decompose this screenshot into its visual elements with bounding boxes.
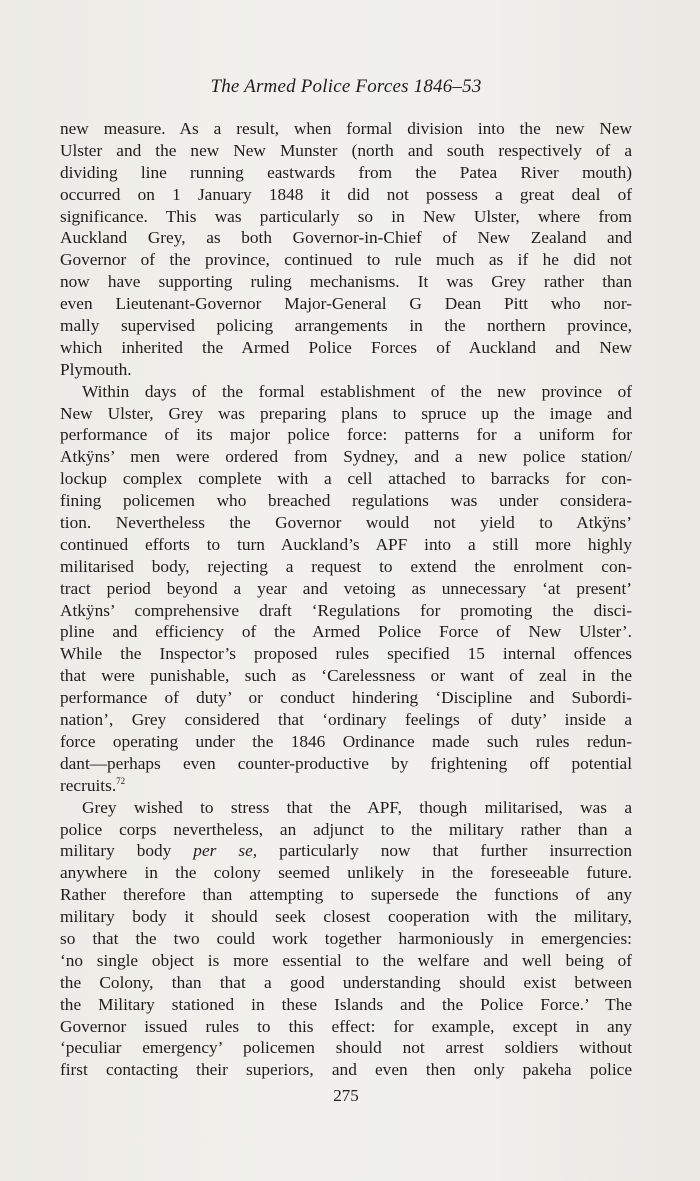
text-line: nation’, Grey considered that ‘ordinary feelings of duty’ inside a [60, 710, 632, 730]
text-line: Atkÿns’ men were ordered from Sydney, and a new police station/ [60, 447, 632, 467]
text-line: the Colony, than that a good understanding should exist between [60, 972, 632, 992]
text-line: Rather therefore than attempting to supersede the functions of any [60, 885, 632, 905]
text-line-content: recruits. [60, 775, 117, 795]
text-line: military body per se, particularly now that further insurrection [60, 841, 632, 861]
text-line: Plymouth. [60, 359, 132, 379]
text-line: dividing line running eastwards from the Patea River mouth) [60, 162, 632, 182]
text-line: Auckland Grey, as both Governor-in-Chief of New Zealand and [60, 228, 632, 248]
text-line: fining policemen who breached regulations was under considera- [60, 491, 632, 511]
text-line: dant—perhaps even counter-productive by frightening off potential [60, 753, 632, 773]
text-line: force operating under the 1846 Ordinance made such rules redun- [60, 731, 632, 751]
text-line: Governor of the province, continued to rule much as if he did not [60, 250, 632, 270]
text-line: tion. Nevertheless the Governor would not yield to Atkÿns’ [60, 513, 632, 533]
text-line: police corps nevertheless, an adjunct to the military rather than a [60, 819, 632, 839]
text-line: significance. This was particularly so in New Ulster, where from [60, 206, 632, 226]
emphasis: per se [193, 841, 253, 861]
footnote-reference[interactable]: 72 [116, 775, 126, 786]
text-line: tract period beyond a year and vetoing as unnecessary ‘at present’ [60, 578, 632, 598]
text-line: Governor issued rules to this effect: for example, except in any [60, 1016, 632, 1036]
text-line: Ulster and the new New Munster (north and south respectively of a [60, 140, 632, 160]
text-line: ‘peculiar emergency’ policemen should not arrest soldiers without [60, 1038, 632, 1058]
text-line: so that the two could work together harmoniously in emergencies: [60, 928, 632, 948]
text-line: even Lieutenant-Governor Major-General G Dean Pitt who nor- [60, 294, 632, 314]
text-line: now have supporting ruling mechanisms. It was Grey rather than [60, 272, 632, 292]
text-line: which inherited the Armed Police Forces of Auckland and New [60, 337, 632, 357]
text-line: New Ulster, Grey was preparing plans to spruce up the image and [60, 403, 632, 423]
text-line: pline and efficiency of the Armed Police Force of New Ulster’. [60, 622, 632, 642]
text-line: Grey wished to stress that the APF, though militarised, was a [82, 797, 632, 817]
text-line: lockup complex complete with a cell attached to barracks for con- [60, 469, 632, 489]
text-line: performance of its major police force: patterns for a uniform for [60, 425, 632, 445]
text-line: new measure. As a result, when formal division into the new New [60, 119, 632, 138]
running-head: The Armed Police Forces 1846–53 [210, 76, 482, 97]
text-line [60, 775, 632, 797]
body-text [60, 118, 632, 1081]
text-line: militarised body, rejecting a request to extend the enrolment con- [60, 556, 632, 576]
text-line: military body it should seek closest cooperation with the military, [60, 907, 632, 927]
text-line: While the Inspector’s proposed rules specified 15 internal offences [60, 644, 632, 664]
text-line: first contacting their superiors, and even then only pakeha police [60, 1060, 632, 1080]
text-line: ‘no single object is more essential to the welfare and well being of [60, 950, 632, 970]
text-line: occurred on 1 January 1848 it did not possess a great deal of [60, 184, 632, 204]
text-line: that were punishable, such as ‘Carelessness or want of zeal in the [60, 666, 632, 686]
text-line: Atkÿns’ comprehensive draft ‘Regulations for promoting the disci- [60, 600, 632, 620]
text-line: Within days of the formal establishment of the new province of [82, 381, 632, 401]
text-line: anywhere in the colony seemed unlikely in the foreseeable future. [60, 863, 632, 883]
text-line: mally supervised policing arrangements in the northern province, [60, 316, 632, 336]
text-line: continued efforts to turn Auckland’s APF into a still more highly [60, 534, 632, 554]
page-number: 275 [333, 1086, 359, 1105]
text-line: the Military stationed in these Islands and the Police Force.’ The [60, 994, 632, 1014]
text-line: performance of duty’ or conduct hindering ‘Discipline and Subordi- [60, 688, 632, 708]
